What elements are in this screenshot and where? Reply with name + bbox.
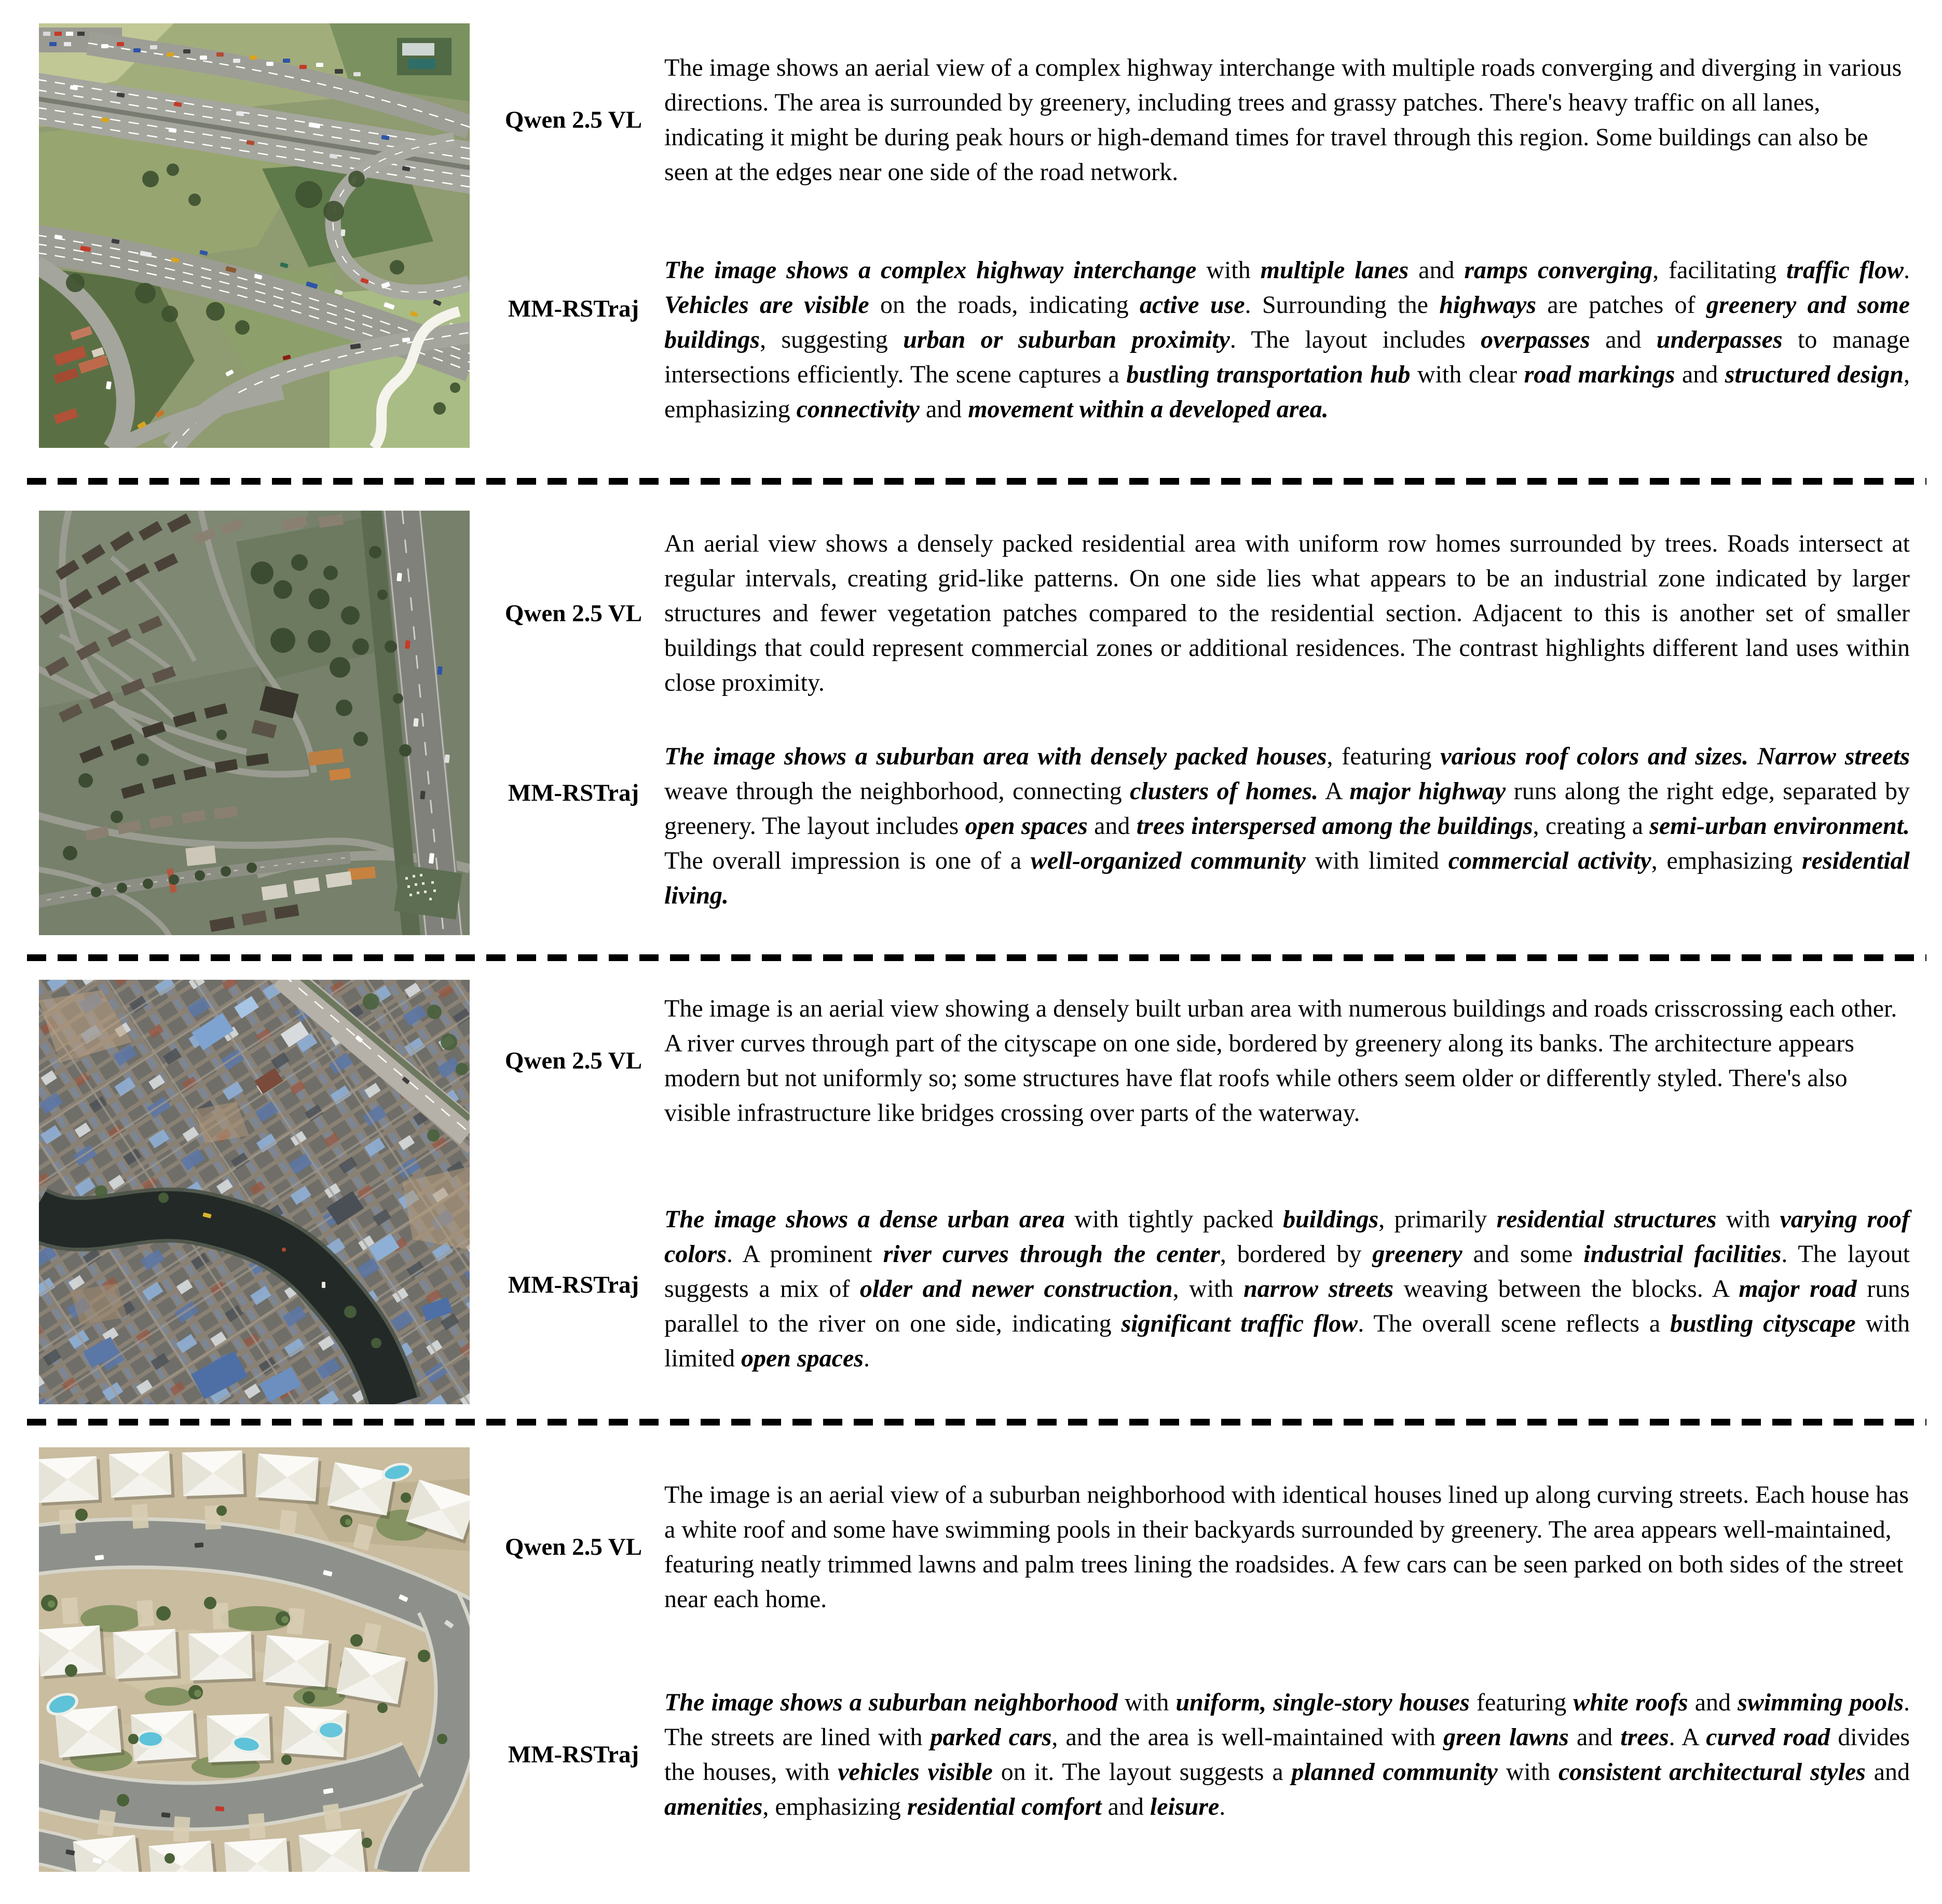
caption-text-mmrstraj: The image shows a complex highway interchange with multiple lanes and ramps converging, facilitating traffic flow. Vehicles are visible on the roads, indicating active use. Surrounding the highways are patches of greenery and some buildings, suggesting urban or suburban proximity. The layout includes overpasses and underpasses to manage intersections efficiently. The scene captures a bustling transportation hub with clear road markings and structured design, emphasizing connectivity and movement within a developed area.	[664, 256, 1910, 423]
caption-group-mmrstraj	[483, 253, 1910, 427]
aerial-highway-interchange-photo	[39, 23, 470, 448]
model-label-qwen: Qwen 2.5 VL	[504, 1047, 642, 1074]
model-label-mmrstraj: MM-RSTraj	[508, 1741, 639, 1768]
model-label-mmrstraj: MM-RSTraj	[508, 295, 639, 322]
caption-group-qwen	[483, 50, 1910, 189]
example-row-white-roof-suburb	[39, 1447, 1910, 1904]
red-car	[215, 1806, 225, 1811]
captions-row-4	[483, 1447, 1910, 1904]
aerial-white-roof-neighborhood-photo	[39, 1447, 470, 1872]
example-row-highway-interchange	[39, 23, 1910, 480]
compound-top-right	[397, 38, 452, 75]
cemetery-bottom-right	[394, 865, 462, 920]
caption-group-qwen	[483, 1477, 1910, 1617]
caption-text-mmrstraj: The image shows a dense urban area with tightly packed buildings, primarily residential structures with varying roof colors. A prominent river curves through the center, bordered by greenery and some industrial facilities. The layout suggests a mix of older and newer construction, with narrow streets weaving between the blocks. A major road runs parallel to the river on one side, indicating significant traffic flow. The overall scene reflects a bustling cityscape with limited open spaces.	[664, 1206, 1910, 1372]
captions-row-3	[483, 980, 1910, 1436]
caption-group-mmrstraj	[483, 739, 1910, 913]
example-row-suburban-residential	[39, 511, 1910, 967]
caption-text-mmrstraj: The image shows a suburban area with densely packed houses, featuring various roof colors and sizes. Narrow streets weave through the neighborhood, connecting clusters of homes. A major highway runs along the right edge, separated by greenery. The layout includes open spaces and trees interspersed among the buildings, creating a semi-urban environment. The overall impression is one of a well-organized community with limited commercial activity, emphasizing residential living.	[664, 743, 1910, 909]
model-label-qwen: Qwen 2.5 VL	[504, 106, 642, 133]
caption-group-qwen	[483, 991, 1910, 1130]
model-label-mmrstraj: MM-RSTraj	[508, 779, 639, 806]
captions-row-2	[483, 511, 1910, 967]
dashed-separator-2	[27, 954, 1926, 961]
caption-text-qwen: The image is an aerial view showing a densely built urban area with numerous buildings and roads crisscrossing each other. A river curves through part of the cityscape on one side, bordered by greenery along its banks. The architecture appears modern but not uniformly so; some structures have flat roofs while others seem older or differently styled. There's also visible infrastructure like bridges crossing over parts of the waterway.	[664, 995, 1897, 1127]
boat-white	[322, 1282, 325, 1288]
model-label-qwen: Qwen 2.5 VL	[504, 599, 642, 627]
model-label-mmrstraj: MM-RSTraj	[508, 1271, 639, 1298]
dashed-separator-3	[27, 1419, 1926, 1426]
caption-text-qwen: An aerial view shows a densely packed residential area with uniform row homes surrounded by trees. Roads intersect at regular intervals, creating grid-like patterns. On one side lies what appears to be an industrial zone indicated by larger structures and fewer vegetation patches compared to the residential section. Adjacent to this is another set of smaller buildings that could represent commercial zones or additional residences. The contrast highlights different land uses within close proximity.	[664, 530, 1910, 696]
captions-row-1	[483, 23, 1910, 480]
caption-text-qwen: The image is an aerial view of a suburban neighborhood with identical houses lined up along curving streets. Each house has a white roof and some have swimming pools in their backyards surrounded by greenery. The area appears well-maintained, featuring neatly trimmed lawns and palm trees lining the roadsides. A few cars can be seen parked on both sides of the street near each home.	[664, 1481, 1909, 1613]
aerial-suburban-residential-photo	[39, 511, 470, 935]
caption-text-mmrstraj: The image shows a suburban neighborhood with uniform, single-story houses featuring white roofs and swimming pools. The streets are lined with parked cars, and the area is well-maintained with green lawns and trees. A curved road divides the houses, with vehicles visible on it. The layout suggests a planned community with consistent architectural styles and amenities, emphasizing residential comfort and leisure.	[664, 1689, 1910, 1820]
boat-red	[282, 1248, 286, 1252]
caption-group-mmrstraj	[483, 1685, 1910, 1824]
model-label-qwen: Qwen 2.5 VL	[504, 1533, 642, 1560]
example-row-urban-river	[39, 980, 1910, 1436]
caption-group-qwen	[483, 526, 1910, 700]
caption-group-mmrstraj	[483, 1202, 1910, 1376]
dashed-separator-1	[27, 478, 1926, 485]
aerial-urban-river-photo	[39, 980, 470, 1404]
caption-text-qwen: The image shows an aerial view of a complex highway interchange with multiple roads converging and diverging in various directions. The area is surrounded by greenery, including trees and grassy patches. There's heavy traffic on all lanes, indicating it might be during peak hours or high-demand times for travel through this region. Some buildings can also be seen at the edges near one side of the road network.	[664, 54, 1902, 186]
